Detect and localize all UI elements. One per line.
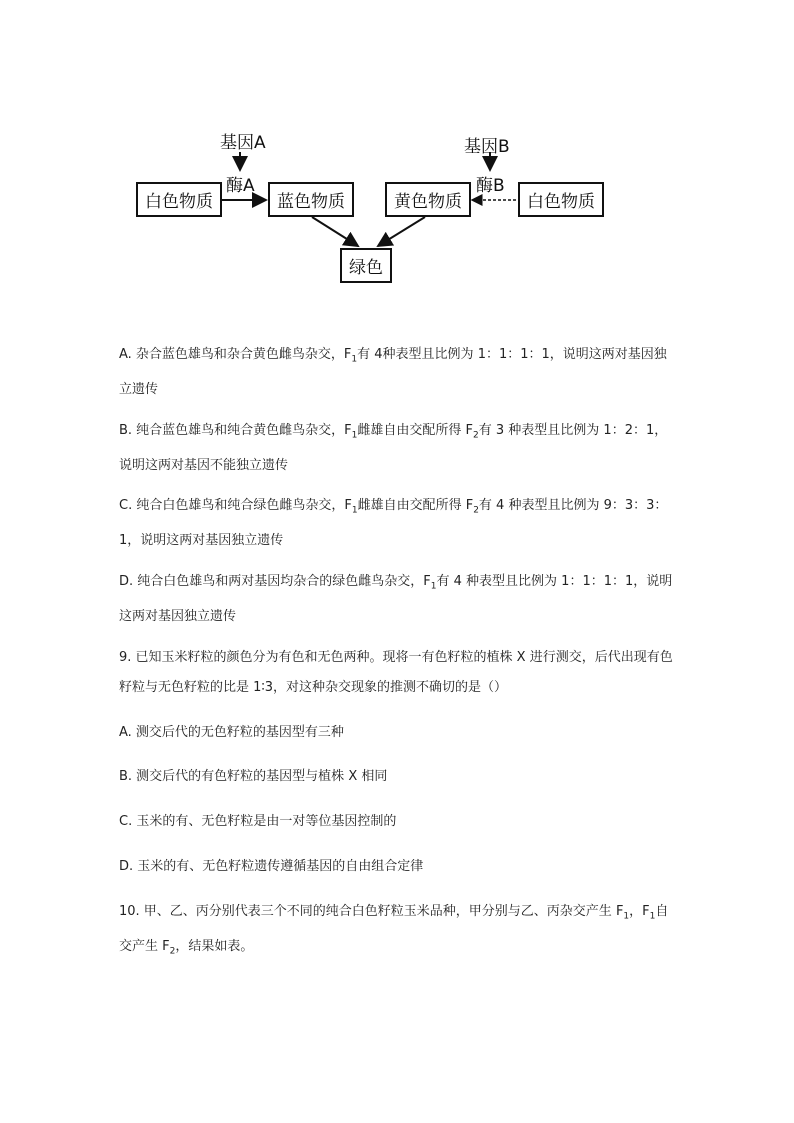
- enzyme-b-label: 酶B: [476, 176, 505, 196]
- blue-to-green-arrow: [312, 217, 358, 246]
- q8-option-b: B. 纯合蓝色雄鸟和纯合黄色雌鸟杂交，$F_1$雌雄自由交配所得 $F_2$有 3 种表型且比例为 1：2：1，说明这两对基因不能独立遗传: [119, 423, 668, 473]
- blue-substance-box: 蓝色物质: [268, 182, 354, 217]
- q9-option-c: C. 玉米的有、无色籽粒是由一对等位基因控制的: [119, 814, 397, 829]
- yellow-to-green-arrow: [378, 217, 425, 246]
- yellow-substance-box: 黄色物质: [385, 182, 471, 217]
- pigment-pathway-diagram: [120, 120, 620, 300]
- q8-option-a: A. 杂合蓝色雄鸟和杂合黄色雌鸟杂交，$F_1$有 4种表型且比例为 1：1：1：1，说明这两对基因独立遗传: [119, 347, 667, 397]
- white-substance-box-right: 白色物质: [518, 182, 604, 217]
- white-substance-box-left: 白色物质: [136, 182, 222, 217]
- enzyme-a-label: 酶A: [226, 176, 255, 196]
- q9-option-d: D. 玉米的有、无色籽粒遗传遵循基因的自由组合定律: [119, 859, 424, 874]
- q8-option-d: D. 纯合白色雄鸟和两对基因均杂合的绿色雌鸟杂交，$F_1$有 4 种表型且比例为 1：1：1：1，说明这两对基因独立遗传: [119, 574, 673, 624]
- q9-stem: 9. 已知玉米籽粒的颜色分为有色和无色两种。现将一有色籽粒的植株 X 进行测交，后代出现有色籽粒与无色籽粒的比是 1∶3，对这种杂交现象的推测不确切的是（）: [119, 650, 673, 695]
- q8-option-c: C. 纯合白色雄鸟和纯合绿色雌鸟杂交，$F_1$雌雄自由交配所得 $F_2$有 4 种表型且比例为 9：3：3：1，说明这两对基因独立遗传: [119, 498, 668, 548]
- q9-option-a: A. 测交后代的无色籽粒的基因型有三种: [119, 725, 344, 740]
- green-box: 绿色: [340, 248, 392, 283]
- gene-a-label: 基因A: [220, 133, 266, 153]
- gene-b-label: 基因B: [464, 137, 510, 157]
- q10-stem: 10. 甲、乙、丙分别代表三个不同的纯合白色籽粒玉米品种，甲分别与乙、丙杂交产生 $F_1$，$F_1$自交产生 $F_2$，结果如表。: [119, 904, 669, 957]
- q9-option-b: B. 测交后代的有色籽粒的基因型与植株 X 相同: [119, 769, 388, 784]
